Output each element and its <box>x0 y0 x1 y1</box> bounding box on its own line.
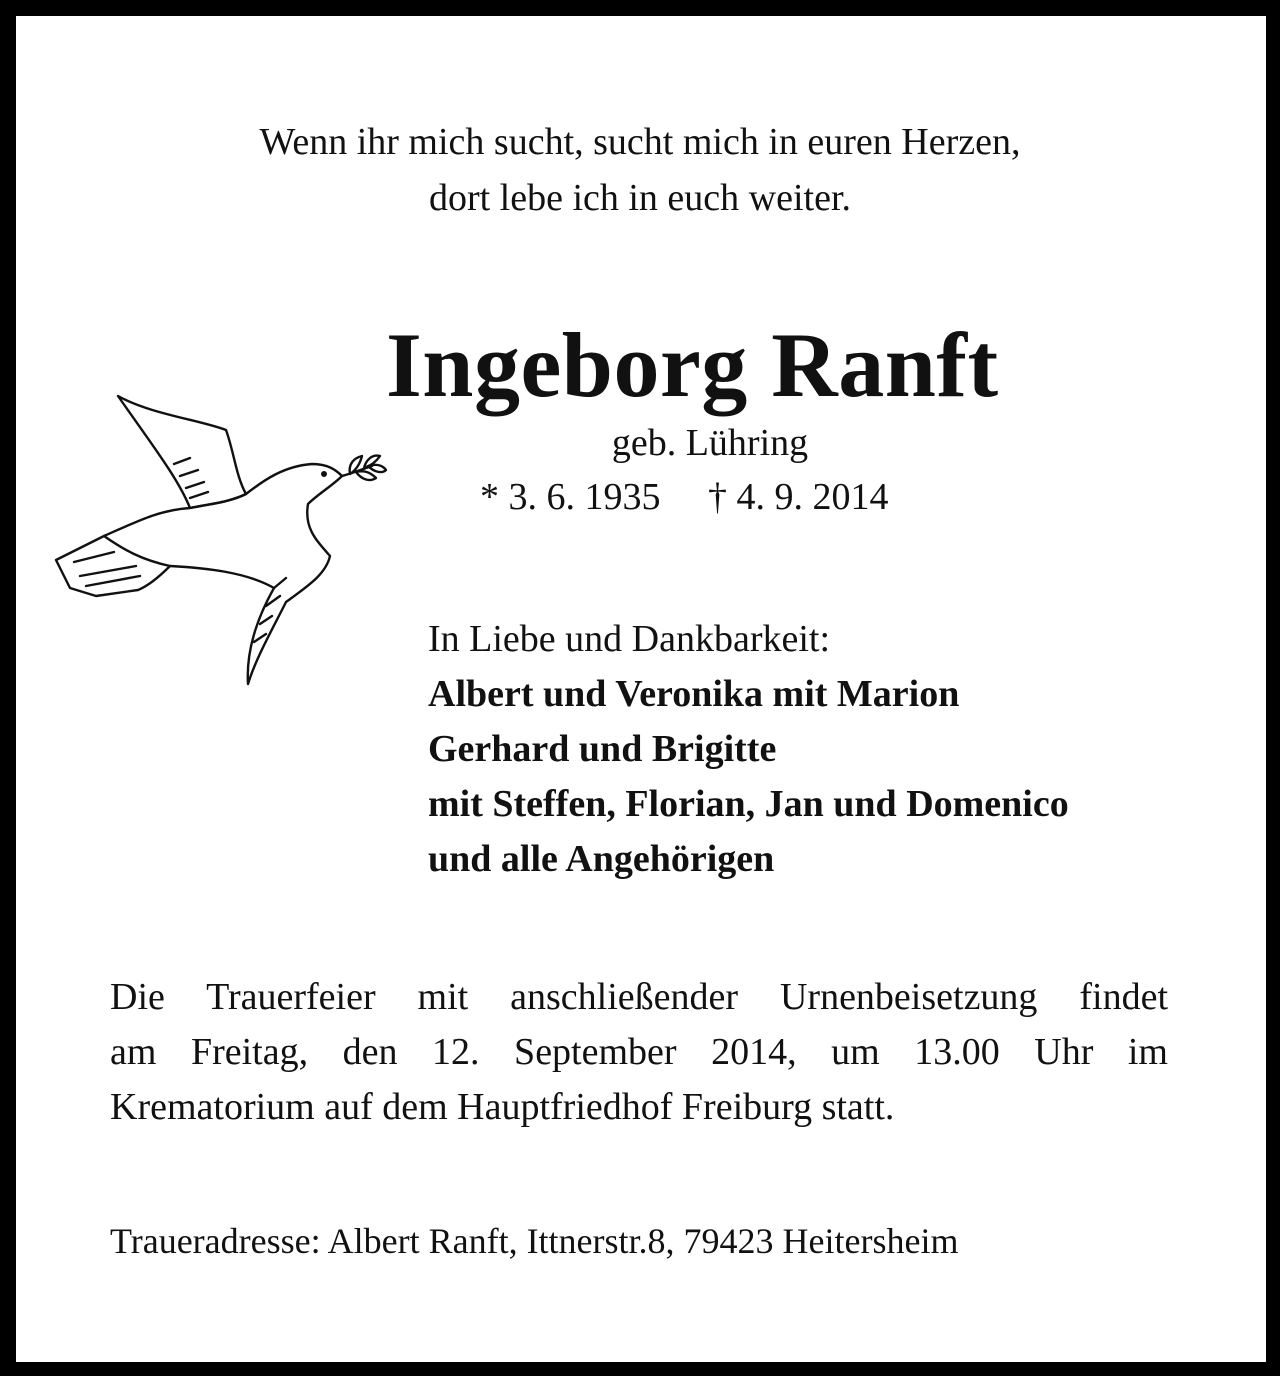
deceased-name: Ingeborg Ranft <box>386 314 999 416</box>
life-dates <box>480 472 889 522</box>
mourner-line: und alle Angehörigen <box>428 838 775 880</box>
mourner-line: Albert und Veronika mit Marion <box>428 673 960 715</box>
ceremony-line: Die Trauerfeier mit anschließender Urnenbeisetzung findet <box>110 976 1168 1018</box>
mourner-line: Gerhard und Brigitte <box>428 728 777 770</box>
mourners-intro: In Liebe und Dankbarkeit: <box>428 618 831 660</box>
mourners-block <box>428 612 1069 887</box>
death-date: † 4. 9. 2014 <box>708 476 889 518</box>
ceremony-line: Krematorium auf dem Hauptfriedhof Freiburg statt. <box>110 1086 895 1128</box>
date-gap <box>661 476 709 518</box>
dove-with-olive-branch-icon <box>50 390 390 690</box>
mourning-address: Traueradresse: Albert Ranft, Ittnerstr.8, 79423 Heitersheim <box>110 1221 959 1261</box>
quote-line-1: Wenn ihr mich sucht, sucht mich in euren Herzen, <box>259 121 1021 163</box>
ceremony-line: am Freitag, den 12. September 2014, um 13.00 Uhr im <box>110 1031 1168 1073</box>
ceremony-info <box>110 970 1168 1135</box>
birth-date: * 3. 6. 1935 <box>480 476 661 518</box>
quote-line-2: dort lebe ich in euch weiter. <box>428 177 852 219</box>
mourner-line: mit Steffen, Florian, Jan und Domenico <box>428 783 1069 825</box>
birth-name: geb. Lühring <box>611 422 809 464</box>
